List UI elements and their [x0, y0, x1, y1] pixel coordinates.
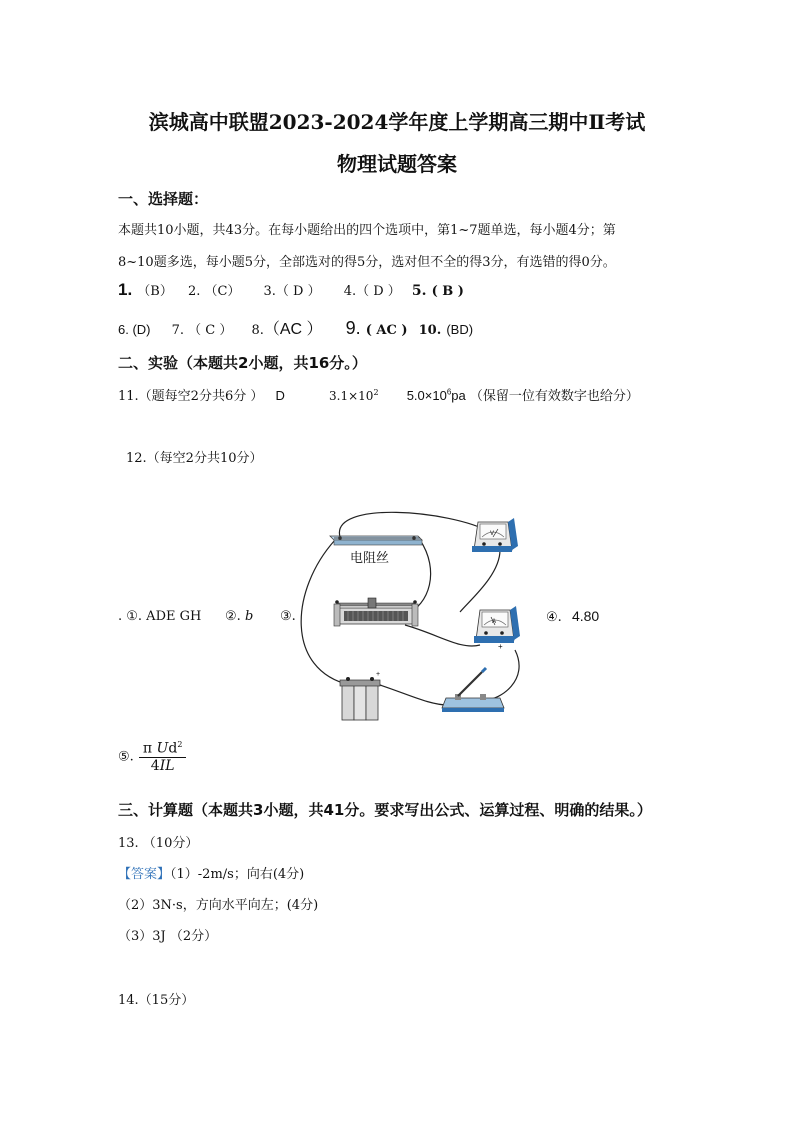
q10-answer: (BD)	[446, 322, 474, 337]
q13-label: 13. （10分）	[118, 836, 199, 851]
q11-line	[118, 385, 639, 404]
q12-answer-2: ②. b	[225, 609, 254, 624]
q13-answer-2: （2）3N·s，方向水平向左；(4分)	[118, 898, 319, 913]
answers-row1	[118, 280, 464, 300]
answer-tag: 【答案】	[118, 867, 171, 882]
q13-answer-1-line	[118, 863, 304, 882]
q8-number: 8.	[251, 323, 264, 338]
q9-answer: ( AC )	[365, 323, 408, 338]
q13-answer-3: （3）3J （2分）	[118, 929, 218, 944]
q11-label: 11.（题每空2分共6分 ）	[118, 389, 264, 404]
q8-answer: （AC ）	[263, 321, 323, 338]
q10-number: 10.	[418, 323, 442, 338]
q11-answer-a: D	[275, 388, 285, 403]
voltmeter	[472, 518, 518, 552]
q4-answer: 4.（ D ）	[343, 284, 401, 299]
circuit-diagram	[300, 500, 530, 730]
q5-number: 5.	[411, 283, 427, 299]
q12-answer-5: ⑤. $\frac{\pi Ud^2}{4IL}$	[118, 740, 186, 774]
battery-pack	[340, 671, 380, 720]
q11-note: （保留一位有效数字也给分）	[469, 389, 639, 404]
section3-heading: 三、计算题（本题共3小题，共41分。要求写出公式、运算过程、明确的结果。）	[118, 801, 652, 819]
wire-top	[339, 512, 490, 537]
page-subtitle: 物理试题答案	[337, 152, 457, 176]
q13-answer-1: （1）-2m/s；向右(4分)	[170, 867, 305, 882]
q1-number: 1.	[118, 280, 133, 299]
resistivity-formula: $\frac{\pi Ud^2}{4IL}$	[139, 740, 187, 774]
q9-number: 9.	[345, 318, 361, 338]
wire-rheostat-to-ammeter	[405, 625, 480, 646]
wire-voltmeter-to-ammeter	[460, 550, 500, 612]
resistance-wire-board	[330, 536, 422, 545]
knife-switch	[442, 668, 504, 712]
q7-answer: 7. （ C ）	[171, 323, 233, 338]
q2-answer: 2. （C）	[187, 284, 241, 299]
page-title: 滨城高中联盟2023-2024学年度上学期高三期中Ⅱ考试	[148, 110, 646, 134]
q12-answer-1: . ①. ADE GH	[118, 609, 202, 624]
voltmeter-letter: V	[490, 531, 495, 537]
q3-answer: 3.（ D ）	[263, 284, 321, 299]
q12-label: 12.（每空2分共10分）	[126, 451, 263, 466]
battery-plus: +	[376, 671, 381, 678]
ammeter-letter: A	[492, 619, 497, 625]
section1-intro-line1: 本题共10小题，共43分。在每小题给出的四个选项中，第1~7题单选，每小题4分；第	[118, 223, 616, 238]
section2-heading: 二、实验（本题共2小题，共16分。）	[118, 354, 367, 372]
q14-label: 14.（15分）	[118, 993, 195, 1008]
section1-heading: 一、选择题：	[118, 190, 209, 208]
section1-intro-line2: 8~10题多选，每小题5分，全部选对的得5分，选对但不全的得3分，有选错的得0分。	[118, 255, 616, 270]
answers-row2	[118, 316, 473, 339]
ammeter-plus: +	[498, 642, 503, 651]
resistance-wire-label: 电阻丝	[350, 550, 390, 565]
wire-ammeter-to-switch	[485, 650, 519, 700]
q1-answer: （B）	[137, 284, 173, 299]
q12-answer-3: ③.	[280, 609, 296, 624]
q12-answer-4: ④. 4.80	[546, 608, 600, 625]
q5-answer: ( B )	[431, 284, 464, 299]
q11-answer-b: $3.1\times 10^2$	[329, 388, 379, 403]
ammeter	[474, 606, 520, 651]
rheostat	[334, 598, 418, 626]
wire-battery-to-switch	[380, 685, 448, 705]
q11-answer-c: $5.0\times 10^6pa$	[406, 387, 466, 403]
q6-answer: 6. (D)	[118, 322, 151, 337]
